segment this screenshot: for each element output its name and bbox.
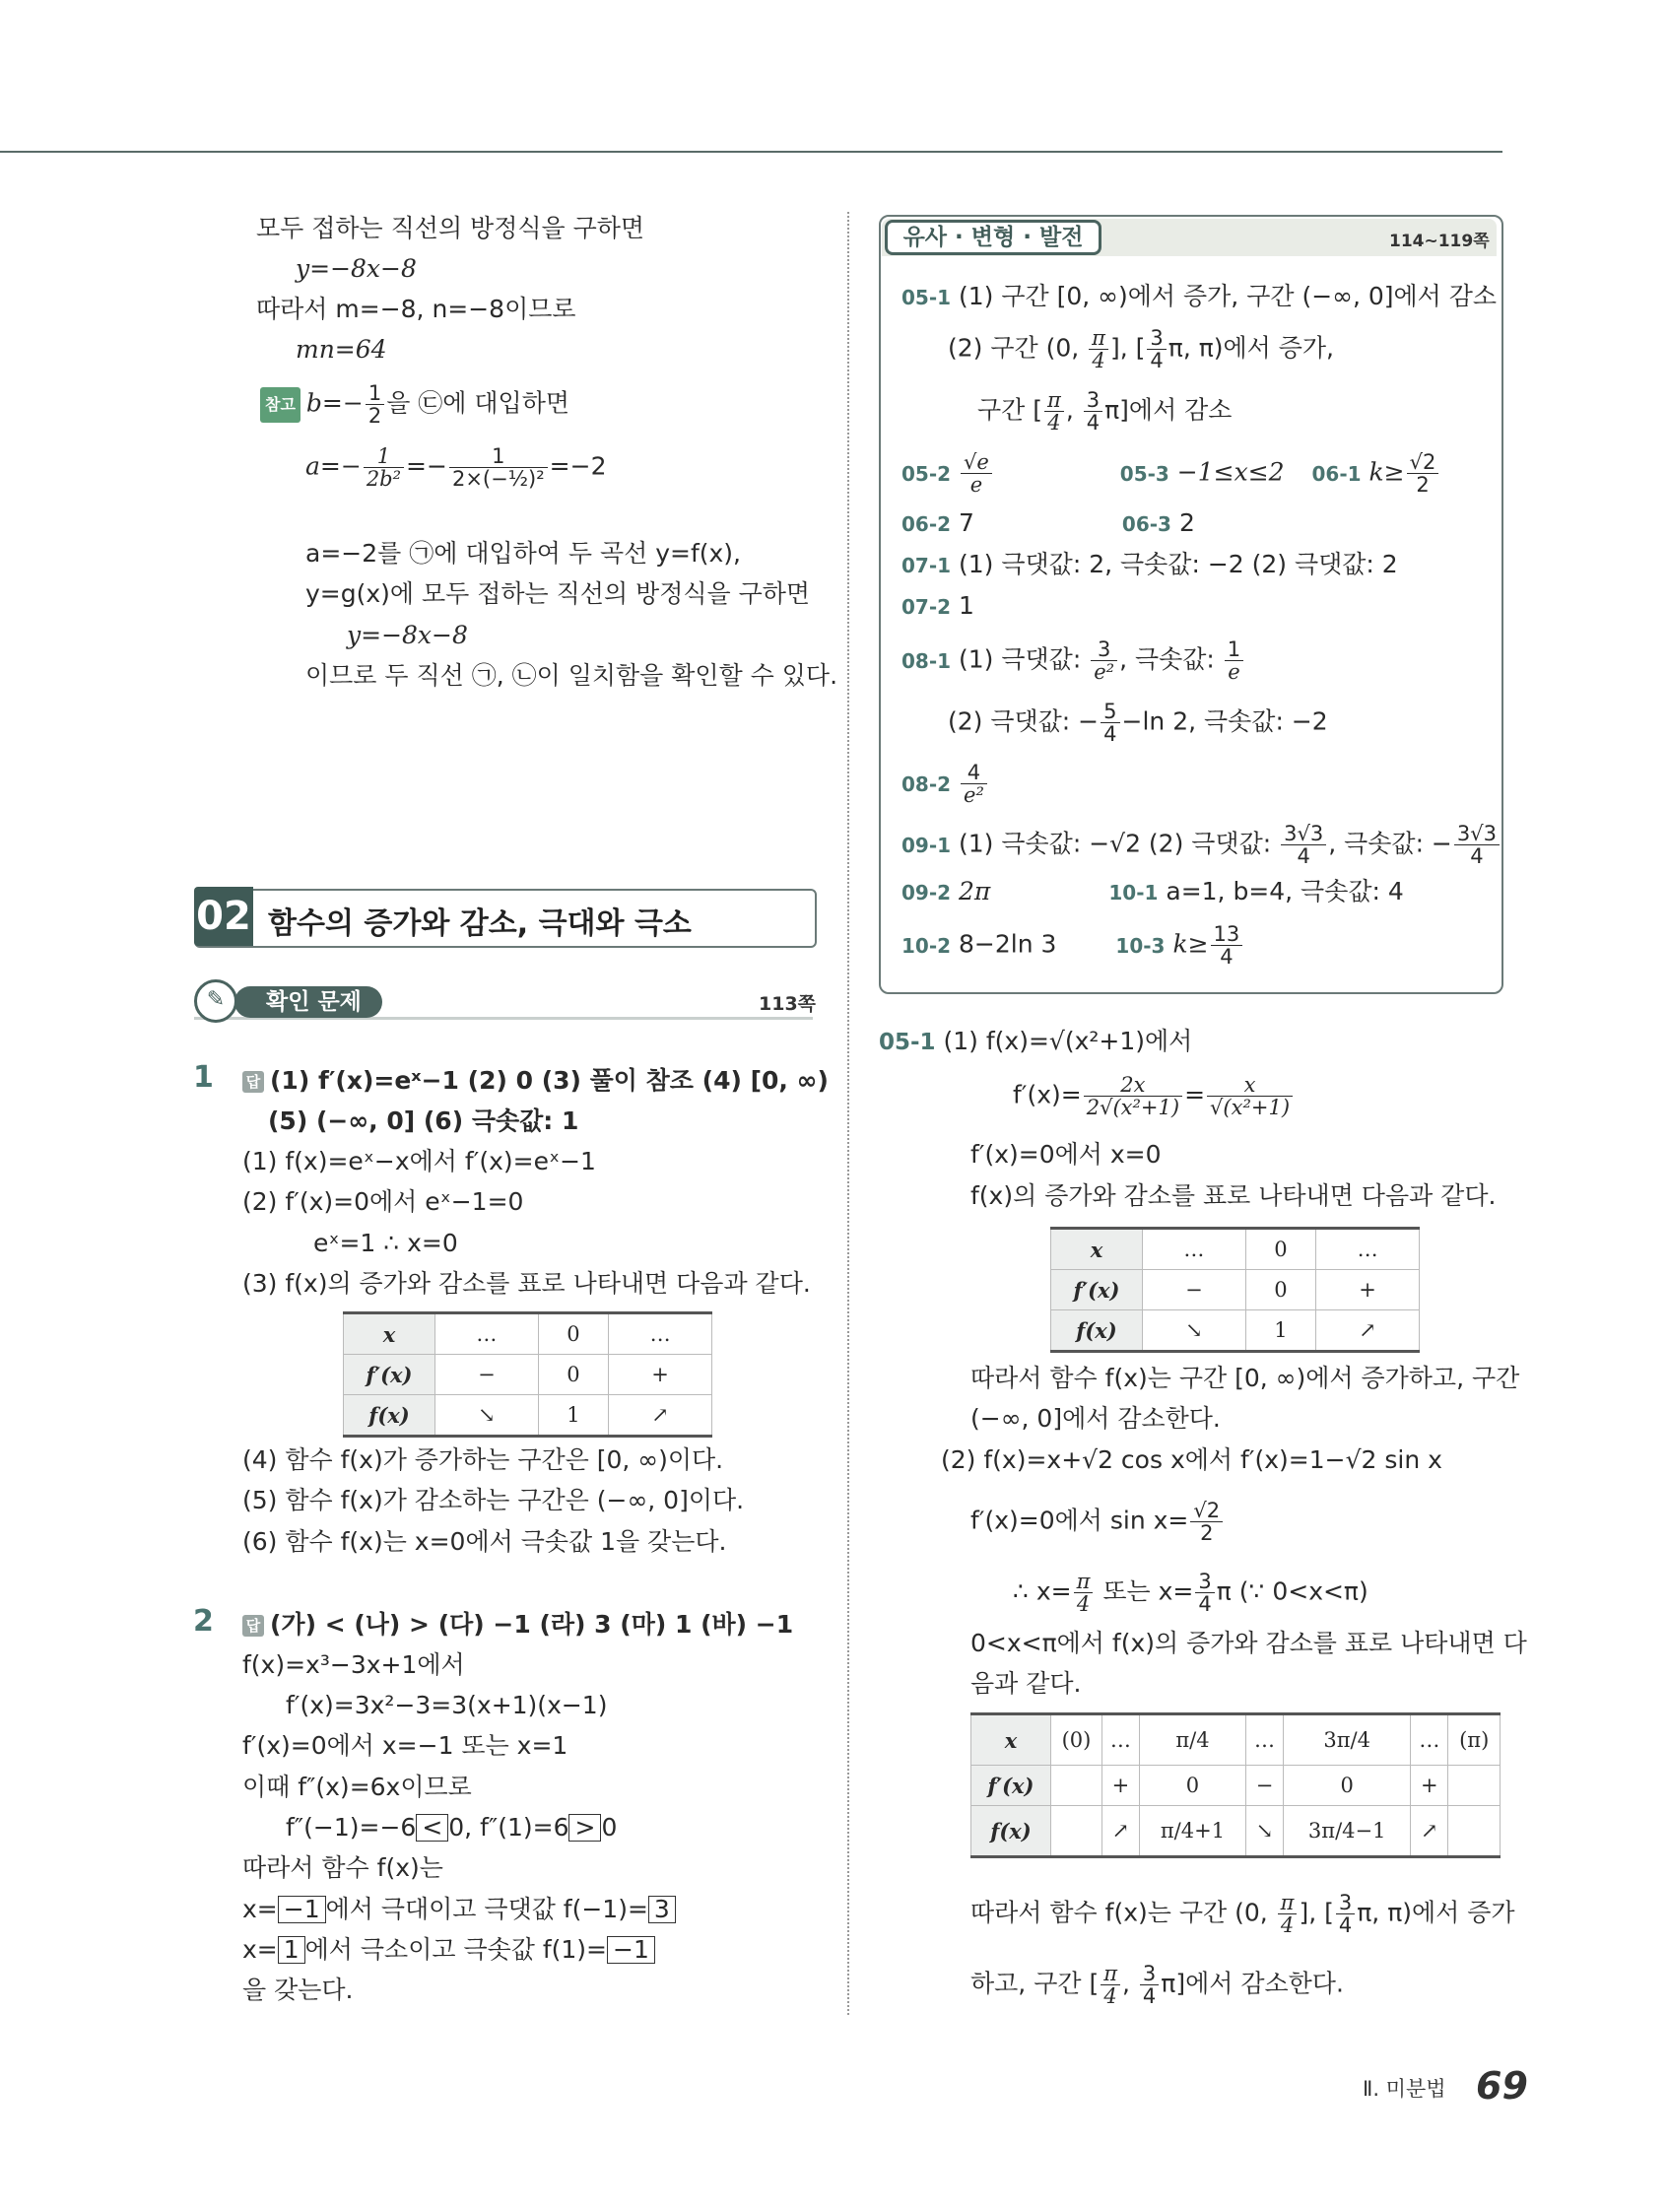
- table-cell: 0: [538, 1355, 608, 1395]
- sol-line-10: 0<x<π에서 f(x)의 증가와 감소를 표로 나타내면 다: [970, 1629, 1527, 1657]
- table-cell: f′(x): [344, 1355, 435, 1395]
- ref-fraction: $\frac{1}{2}$: [366, 382, 384, 427]
- q1-answer-1: [242, 1064, 829, 1098]
- panel-row-10: 08-2 $\frac{4}{\text{e²}}$: [901, 762, 989, 806]
- q1-step-1: (1) f(x)=eˣ−x에서 f′(x)=eˣ−1: [242, 1147, 596, 1175]
- q1-step-6: (5) 함수 f(x)가 감소하는 구간은 (−∞, 0]이다.: [242, 1486, 745, 1514]
- sol-line-4: f(x)의 증가와 감소를 표로 나타내면 다음과 같다.: [970, 1181, 1497, 1210]
- q1-answer-text-1: (1) f′(x)=eˣ−1 (2) 0 (3) 풀이 참조 (4) [0, ∞): [270, 1066, 829, 1095]
- panel-row-9: (2) 극댓값: − $\frac{5}{4}$ −ln 2, 극솟값: −2: [948, 700, 1328, 746]
- blank-box: 1: [278, 1936, 305, 1964]
- q2-answer-mark: 답: [242, 1615, 264, 1637]
- eq-line: a=− $\frac{1}{\text{2b²}}$ =− $\frac{1}{\text{2×(−½)²}}$ =−2: [305, 444, 607, 491]
- q2-answer: [242, 1608, 793, 1642]
- q2-step-4: 이때 f″(x)=6x이므로: [242, 1773, 472, 1801]
- table-cell: …: [1246, 1714, 1284, 1766]
- sol-line-2: f′(x)= $\frac{2x}{\text{2√(x²+1)}}$ = $\frac{x}{\text{√(x²+1)}}$: [1013, 1074, 1295, 1118]
- panel-page: 114~119쪽: [1389, 232, 1490, 251]
- table-cell: 1: [1245, 1310, 1315, 1352]
- table-cell: ↗: [1411, 1806, 1448, 1857]
- sol-line-6: (−∞, 0]에서 감소한다.: [970, 1404, 1221, 1433]
- table-cell: ↗: [609, 1395, 712, 1437]
- table-cell: −: [1246, 1766, 1284, 1806]
- table-cell: 1: [538, 1395, 608, 1437]
- table-cell: 0: [1245, 1229, 1315, 1270]
- sol-line-12: 따라서 함수 f(x)는 구간 (0, $\frac{\pi}{4}$ ], [ $\frac{3}{4}$ π, π)에서 증가: [970, 1891, 1515, 1937]
- q1-step-2: (2) f′(x)=0에서 eˣ−1=0: [242, 1187, 524, 1216]
- q2-step-9: 을 갖는다.: [242, 1976, 354, 2004]
- ref-text-a: b=−: [305, 388, 364, 418]
- section-number: 02: [194, 887, 253, 946]
- panel-row-3: 구간 [ $\frac{\pi}{4}$ , $\frac{3}{4}$ π]에서 감소: [977, 388, 1233, 435]
- table-row: [344, 1313, 712, 1355]
- table-cell: …: [1411, 1714, 1448, 1766]
- table-cell: +: [609, 1355, 712, 1395]
- panel-row-7: 07-2 1: [901, 591, 974, 620]
- table-cell: …: [435, 1313, 539, 1355]
- panel-tab: 유사 · 변형 · 발전: [885, 220, 1101, 255]
- sol-line-1: 05-1 (1) f(x)=√(x²+1)에서: [879, 1027, 1193, 1055]
- sol-line-9: ∴ x= $\frac{\pi}{4}$ 또는 x= $\frac{3}{4}$ π (∵ 0<x<π): [1013, 1570, 1368, 1616]
- pencil-icon: ✎: [194, 979, 237, 1023]
- q2-step-7: x= −1 에서 극대이고 극댓값 f(−1)= 3: [242, 1893, 676, 1926]
- table-cell: 0: [1139, 1766, 1245, 1806]
- panel-row-6: 07-1 (1) 극댓값: 2, 극솟값: −2 (2) 극댓값: 2: [901, 550, 1398, 578]
- table-row: [1051, 1270, 1420, 1310]
- table-cell: f(x): [971, 1806, 1051, 1857]
- table-row: [1051, 1229, 1420, 1270]
- page-number: 69: [1476, 2064, 1528, 2108]
- left-line-1: 모두 접하는 직선의 방정식을 구하면: [256, 214, 645, 242]
- check-page: 113쪽: [759, 993, 817, 1015]
- top-rule: [0, 151, 1502, 153]
- sol-line-8: f′(x)=0에서 sin x= $\frac{√2}{2}$: [970, 1500, 1225, 1544]
- panel-row-4: 05-2 $\frac{√e}{e}$ 05-3 −1≤x≤2 06-1 k≥ $\frac{√2}{2}$: [901, 451, 1440, 496]
- table-cell: ↘: [1143, 1310, 1246, 1352]
- table-cell: f(x): [344, 1395, 435, 1437]
- ref-text-b: 을 ㉢에 대입하면: [386, 388, 569, 418]
- table-cell: −: [435, 1355, 539, 1395]
- blank-box: −1: [278, 1896, 326, 1923]
- table-row: [1051, 1310, 1420, 1352]
- table-cell: f(x): [1051, 1310, 1143, 1352]
- table-cell: [1051, 1766, 1102, 1806]
- table-cell: x: [1051, 1229, 1143, 1270]
- q1-step-4: (3) f(x)의 증가와 감소를 표로 나타내면 다음과 같다.: [242, 1269, 811, 1298]
- left-line-5: a=−2를 ㉠에 대입하여 두 곡선 y=f(x),: [305, 539, 741, 568]
- q2-step-6: 따라서 함수 f(x)는: [242, 1853, 443, 1882]
- blank-box: −1: [607, 1936, 655, 1964]
- left-line-6: y=g(x)에 모두 접하는 직선의 방정식을 구하면: [305, 579, 811, 608]
- panel-row-8: 08-1 (1) 극댓값: $\frac{3}{\text{e²}}$ , 극솟값: $\frac{1}{e}$: [901, 638, 1245, 683]
- eq-frac-1: $\frac{1}{\text{2b²}}$: [364, 445, 404, 490]
- table-row: [971, 1714, 1501, 1766]
- q1-answer-mark: 답: [242, 1071, 264, 1093]
- table-cell: ↘: [435, 1395, 539, 1437]
- table-cell: …: [1101, 1714, 1139, 1766]
- table-cell: f′(x): [1051, 1270, 1143, 1310]
- q2-step-2: f′(x)=3x²−3=3(x+1)(x−1): [286, 1691, 608, 1719]
- ref-line: [260, 382, 569, 427]
- table-cell: −: [1143, 1270, 1246, 1310]
- table-cell: x: [344, 1313, 435, 1355]
- column-divider: [847, 212, 849, 2015]
- left-line-2: y=−8x−8: [296, 254, 417, 283]
- blank-box: 3: [648, 1896, 676, 1923]
- table-cell: …: [1143, 1229, 1246, 1270]
- table-row: [971, 1806, 1501, 1857]
- q1-answer-2: (5) (−∞, 0] (6) 극솟값: 1: [268, 1106, 579, 1135]
- left-line-8: 이므로 두 직선 ㉠, ㉡이 일치함을 확인할 수 있다.: [305, 661, 838, 690]
- q2-number: 2: [193, 1604, 214, 1639]
- panel-row-2: (2) 구간 (0, $\frac{\pi}{4}$ ], [ $\frac{3}{4}$ π, π)에서 증가,: [948, 326, 1335, 372]
- table-row: [344, 1395, 712, 1437]
- table-cell: 0: [1245, 1270, 1315, 1310]
- q2-step-1: f(x)=x³−3x+1에서: [242, 1650, 465, 1679]
- blank-box: <: [416, 1814, 448, 1842]
- sol-line-3: f′(x)=0에서 x=0: [970, 1140, 1162, 1169]
- table-cell: ↘: [1246, 1806, 1284, 1857]
- table-cell: ↗: [1101, 1806, 1139, 1857]
- panel-row-13: 10-2 8−2ln 3 10-3 k≥ $\frac{13}{4}$: [901, 923, 1244, 968]
- table-cell: +: [1101, 1766, 1139, 1806]
- sol-line-13: 하고, 구간 [ $\frac{\pi}{4}$ , $\frac{3}{4}$ π]에서 감소한다.: [970, 1962, 1344, 2008]
- table-cell: …: [609, 1313, 712, 1355]
- sol-line-7: (2) f(x)=x+√2 cos x에서 f′(x)=1−√2 sin x: [941, 1445, 1442, 1474]
- table-cell: 3π/4: [1284, 1714, 1411, 1766]
- q1-number: 1: [193, 1060, 214, 1095]
- sol-line-5: 따라서 함수 f(x)는 구간 [0, ∞)에서 증가하고, 구간: [970, 1364, 1520, 1392]
- q1-step-5: (4) 함수 f(x)가 증가하는 구간은 [0, ∞)이다.: [242, 1445, 724, 1474]
- panel-row-5: 06-2 7 06-3 2: [901, 508, 1195, 537]
- table-cell: 0: [538, 1313, 608, 1355]
- left-line-7: y=−8x−8: [347, 621, 468, 649]
- table-cell: f′(x): [971, 1766, 1051, 1806]
- q1-table: [343, 1311, 712, 1438]
- q2-answer-text: (가) < (나) > (다) −1 (라) 3 (마) 1 (바) −1: [270, 1610, 794, 1639]
- q1-step-3: eˣ=1 ∴ x=0: [313, 1229, 458, 1257]
- section-title: 함수의 증가와 감소, 극대와 극소: [268, 906, 692, 941]
- q2-step-3: f′(x)=0에서 x=−1 또는 x=1: [242, 1731, 568, 1760]
- table-cell: (0): [1051, 1714, 1102, 1766]
- sol-table-1: [1050, 1227, 1420, 1353]
- panel-row-11: 09-1 (1) 극솟값: −√2 (2) 극댓값: $\frac{3√3}{4}$ , 극솟값: − $\frac{3√3}{4}$: [901, 823, 1501, 867]
- chapter-label: Ⅱ. 미분법: [1363, 2077, 1446, 2101]
- table-cell: [1051, 1806, 1102, 1857]
- eq-frac-2: $\frac{1}{\text{2×(−½)²}}$: [449, 445, 548, 490]
- table-cell: [1448, 1766, 1501, 1806]
- sol-table-2: [970, 1712, 1501, 1858]
- table-cell: x: [971, 1714, 1051, 1766]
- panel-row-12: 09-2 2π 10-1 a=1, b=4, 극솟값: 4: [901, 877, 1404, 905]
- q2-step-5: f″(−1)=−6 < 0, f″(1)=6 > 0: [286, 1813, 618, 1842]
- table-cell: 3π/4−1: [1284, 1806, 1411, 1857]
- table-cell: ↗: [1316, 1310, 1420, 1352]
- check-label: 확인 문제: [234, 986, 382, 1018]
- table-cell: π/4: [1139, 1714, 1245, 1766]
- table-cell: π/4+1: [1139, 1806, 1245, 1857]
- ref-badge: 참고: [260, 387, 300, 423]
- table-cell: (π): [1448, 1714, 1501, 1766]
- panel-row-1: 05-1 (1) 구간 [0, ∞)에서 증가, 구간 (−∞, 0]에서 감소: [901, 282, 1498, 310]
- table-cell: 0: [1284, 1766, 1411, 1806]
- table-row: [971, 1766, 1501, 1806]
- q1-step-7: (6) 함수 f(x)는 x=0에서 극솟값 1을 갖는다.: [242, 1527, 727, 1556]
- table-cell: [1448, 1806, 1501, 1857]
- left-line-3: 따라서 m=−8, n=−8이므로: [256, 295, 576, 323]
- table-row: [344, 1355, 712, 1395]
- table-cell: …: [1316, 1229, 1420, 1270]
- blank-box: >: [568, 1814, 601, 1842]
- q2-step-8: x= 1 에서 극소이고 극솟값 f(1)= −1: [242, 1933, 655, 1967]
- table-cell: +: [1316, 1270, 1420, 1310]
- table-cell: +: [1411, 1766, 1448, 1806]
- left-line-4: mn=64: [296, 335, 387, 364]
- sol-line-11: 음과 같다.: [970, 1669, 1082, 1698]
